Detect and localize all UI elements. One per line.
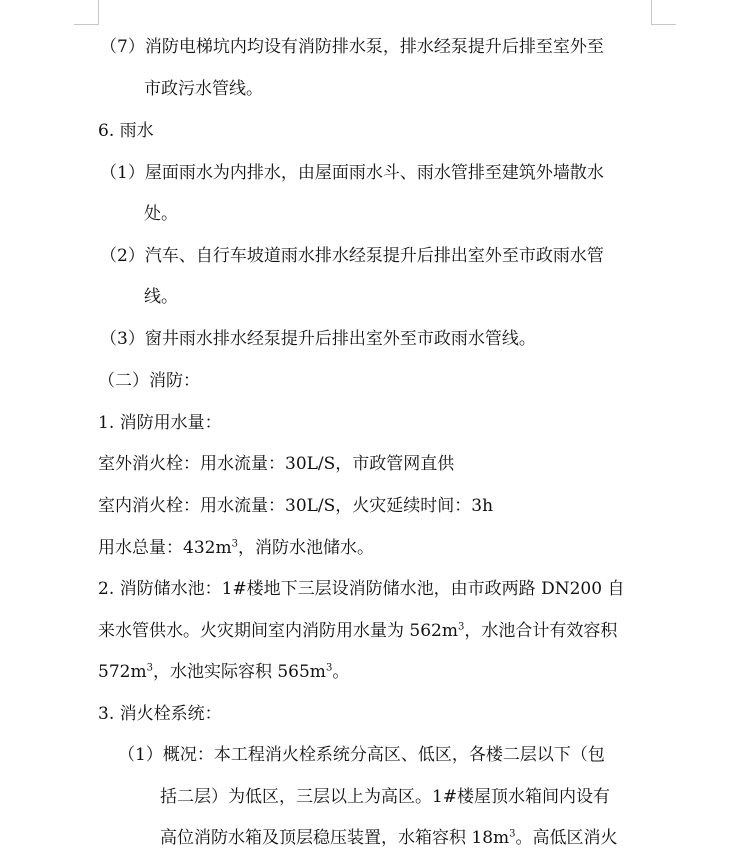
text-line-14: 2. 消防储水池：1#楼地下三层设消防储水池，由市政两路 DN200 自 (98, 579, 625, 599)
superscript: 3 (457, 621, 465, 633)
text-line-4: （1）屋面雨水为内排水，由屋面雨水斗、雨水管排至建筑外墙散水 (100, 163, 604, 183)
text-span: 高位消防水箱及顶层稳压装置，水箱容积 18m (160, 828, 510, 848)
text-span: 。 (332, 662, 350, 682)
text-span: ，水池实际容积 565m (152, 662, 326, 682)
text-line-1: （7）消防电梯坑内均设有消防排水泵，排水经泵提升后排至室外至 (100, 37, 604, 57)
crop-mark-top-left-vertical (98, 0, 99, 24)
section-heading-rainwater: 6. 雨水 (98, 121, 154, 141)
crop-mark-top-right-vertical (651, 0, 652, 24)
superscript: 3 (231, 538, 238, 550)
crop-mark-top-right-horizontal (651, 24, 676, 25)
text-line-19: 括二层）为低区，三层以上为高区。1#楼屋顶水箱间内设有 (160, 787, 611, 807)
subheading-fire-water-demand: 1. 消防用水量： (98, 413, 222, 433)
text-line-2: 市政污水管线。 (144, 79, 263, 99)
text-span: ，水池合计有效容积 (464, 621, 618, 641)
subheading-hydrant-system: 3. 消火栓系统： (98, 704, 222, 724)
text-line-12: 室内消火栓：用水流量：30L/S，火灾延续时间：3h (98, 496, 494, 516)
text-span: 。高低区消火 (515, 828, 618, 848)
text-span: 来水管供水。火灾期间室内消防用水量为 562m (98, 621, 458, 641)
text-line-5: 处。 (144, 204, 178, 224)
text-line-11: 室外消火栓：用水流量：30L/S，市政管网直供 (98, 454, 455, 474)
text-line-8: （3）窗井雨水排水经泵提升后排出室外至市政雨水管线。 (100, 329, 536, 349)
text-line-7: 线。 (144, 287, 178, 307)
superscript: 3 (325, 662, 333, 674)
text-line-18: （1）概况：本工程消火栓系统分高区、低区，各楼二层以下（包 (118, 745, 605, 765)
text-line-20 (160, 827, 618, 849)
superscript: 3 (509, 828, 516, 840)
text-line-16 (98, 661, 349, 683)
text-span: 572m (98, 662, 147, 682)
section-heading-fire: （二）消防： (98, 371, 200, 391)
text-line-13 (98, 537, 374, 559)
text-span: ，消防水池储水。 (237, 538, 374, 558)
text-span: 用水总量：432m (98, 538, 232, 558)
text-line-6: （2）汽车、自行车坡道雨水排水经泵提升后排出室外至市政雨水管 (100, 246, 604, 266)
superscript: 3 (146, 662, 153, 674)
crop-mark-top-left-horizontal (74, 24, 99, 25)
text-line-15 (98, 620, 617, 642)
